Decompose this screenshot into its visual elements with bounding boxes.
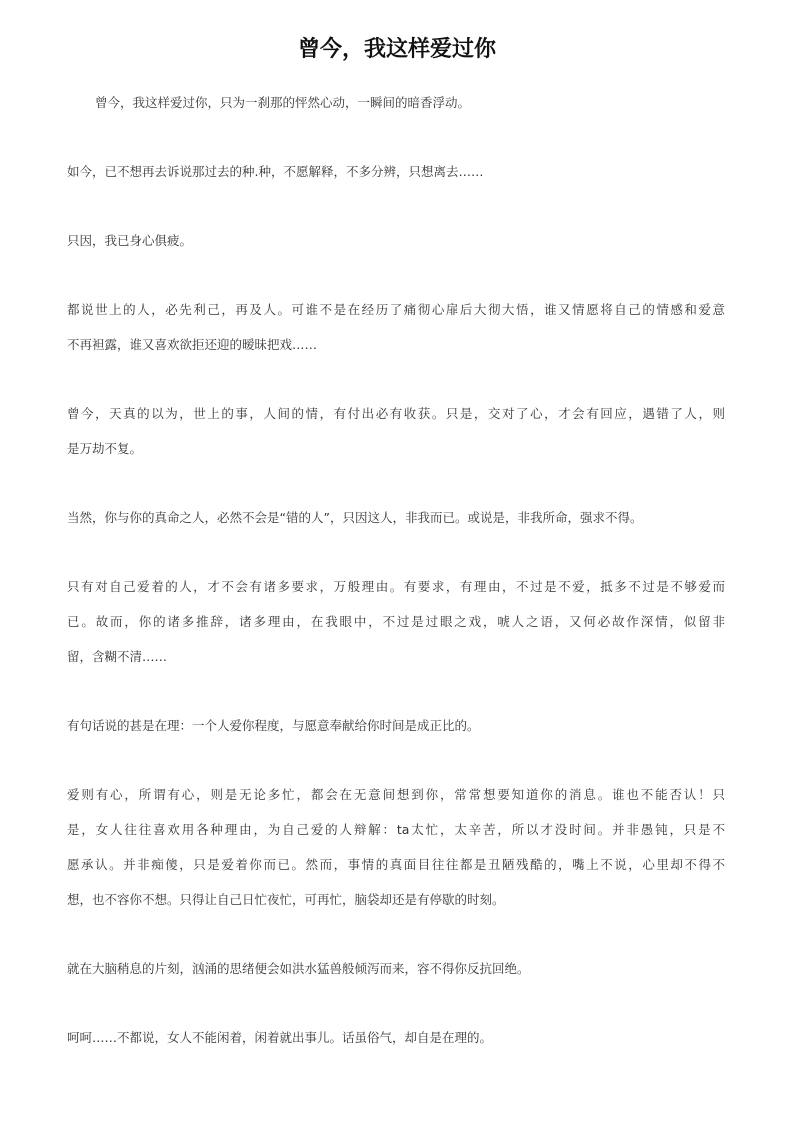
paragraph-line: 只有对自己爱着的人，才不会有诸多要求，万般理由。有要求，有理由，不过是不爱，抵多不过是不够爱而: [67, 579, 725, 594]
paragraph-line: 愿承认。并非痴傻，只是爱着你而已。然而，事情的真面目往往都是丑陋残酷的，嘴上不说，心里却不得不: [67, 857, 725, 872]
paragraph-line: 呵呵……不都说，女人不能闲着，闲着就出事儿。话虽俗气，却自是在理的。: [67, 1030, 493, 1045]
document-title: 曾今，我这样爱过你: [297, 37, 496, 62]
paragraph-line: 已。故而，你的诸多推辞，诸多理由，在我眼中，不过是过眼之戏，唬人之语，又何必故作深情，似留非: [67, 614, 725, 629]
paragraph-line: 只因，我已身心俱疲。: [67, 233, 193, 248]
paragraph-line: 想，也不容你不想。只得让自己日忙夜忙，可再忙，脑袋却还是有停歇的时刻。: [67, 892, 505, 907]
paragraph-line: 是万劫不复。: [67, 441, 143, 456]
paragraph-line: 不再袒露，谁又喜欢欲拒还迎的暧昧把戏……: [67, 337, 318, 352]
paragraph-line: 留，含糊不清……: [67, 649, 168, 664]
paragraph-line: 爱则有心，所谓有心，则是无论多忙，都会在无意间想到你，常常想要知道你的消息。谁也不能否认！只: [67, 787, 725, 802]
paragraph-line: 都说世上的人，必先利己，再及人。可谁不是在经历了痛彻心扉后大彻大悟，谁又情愿将自己的情感和爱意: [67, 302, 725, 317]
paragraph-line: 曾今，天真的以为，世上的事，人间的情，有付出必有收获。只是，交对了心，才会有回应，遇错了人，则: [67, 406, 725, 421]
paragraph-line: 当然，你与你的真命之人，必然不会是“错的人”，只因这人，非我而已。或说是，非我所命，强求不得。: [67, 510, 643, 525]
paragraph-line: 曾今，我这样爱过你，只为一刹那的怦然心动，一瞬间的暗香浮动。: [95, 95, 471, 110]
paragraph-line: 有句话说的甚是在理：一个人爱你程度，与愿意奉献给你时间是成正比的。: [67, 718, 480, 733]
paragraph-line: 如今，已不想再去诉说那过去的种.种，不愿解释，不多分辨，只想离去……: [67, 164, 484, 179]
paragraph-line: 就在大脑稍息的片刻，汹涌的思绪便会如洪水猛兽般倾泻而来，容不得你反抗回绝。: [67, 961, 530, 976]
paragraph-line: 是，女人往往喜欢用各种理由，为自己爱的人辩解：ta太忙，太辛苦，所以才没时间。并非愚钝，只是不: [67, 822, 725, 837]
